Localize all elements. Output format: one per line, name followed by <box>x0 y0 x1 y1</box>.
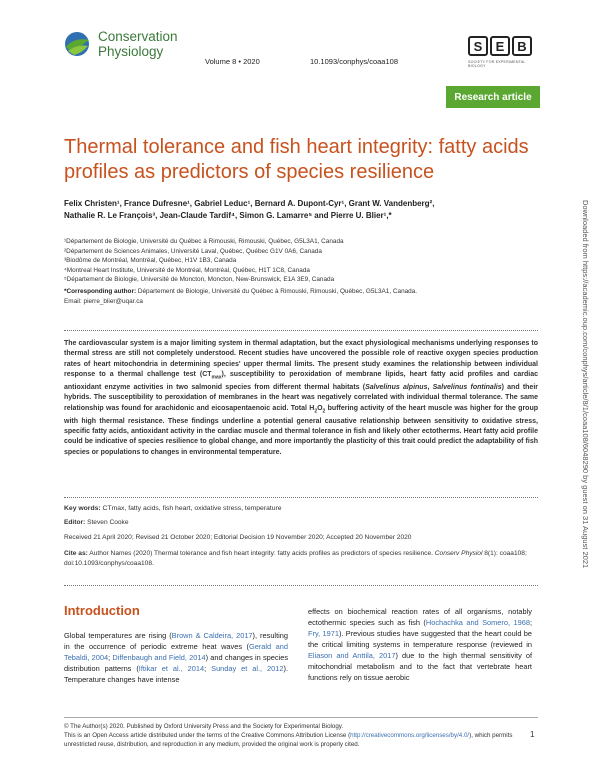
footer-divider <box>64 717 538 718</box>
author-list <box>64 198 534 222</box>
reference-link[interactable]: Eliason and Anttila, 2017 <box>308 651 396 660</box>
intro-left-column: Global temperatures are rising (Brown & Caldeira, 2017), resulting in the occurrence of periodic extreme heat waves (Gerald and Tebaldi, 2004; Diffenbaugh and Field, 2014) and changes in species distribution patterns (Iftikar et al., 2014; Sunday et al., 2012). Temperature changes have intense <box>64 631 289 684</box>
society-subtitle: SOCIETY FOR EXPERIMENTAL BIOLOGY <box>468 60 526 68</box>
license-link[interactable]: http://creativecommons.org/licenses/by/4.0/ <box>350 732 470 739</box>
affiliation: ²Département de Sciences Animales, Université Laval, Québec, Québec G1V 0A6, Canada <box>64 247 322 255</box>
editor: Editor: Steven Cooke <box>64 519 129 526</box>
reference-link[interactable]: Brown & Caldeira, 2017 <box>171 631 253 640</box>
authors-line: Felix Christen¹, France Dufresne¹, Gabriel Leduc¹, Bernard A. Dupont-Cyr¹, Grant W. Vandenberg², <box>64 199 435 208</box>
page-number: 1 <box>530 730 535 739</box>
divider <box>64 497 538 498</box>
affiliation: ³Biodôme de Montréal, Montréal, Québec, H1V 1B3, Canada <box>64 257 237 265</box>
doi[interactable]: 10.1093/conphys/coaa108 <box>310 57 398 66</box>
affiliation: ⁴Montreal Heart Institute, Université de Montréal, Montréal, Québec, H1T 1C8, Canada <box>64 266 310 274</box>
abstract: The cardiovascular system is a major limiting system in thermal adaptation, but the exact physiological mechanisms underlying responses to thermal stress are still not completely understood. Recent studies have uncovered the possible role of reactive oxygen species production rates of heart mitochondria in determining species' upper thermal limits. The present study examines the relationship between individual response to a thermal challenge test $(CT_{max})$, susceptibility to peroxidation of membrane lipids, heart fatty acid profiles and cardiac antioxidant enzyme activities in two salmonid species from different thermal habitats (Salvelinus alpinus, Salvelinus fontinalis) and their hybrids. The susceptibility to peroxidation of membranes in the heart was negatively correlated with individual thermal tolerance. The same relationship was found for arachidonic and eicosapentaenoic acid. Total $H_2O_2$ buffering activity of the heart muscle was higher for the group with high thermal resistance. These findings underline a potential general causative relationship between sensitivity to oxidative stress, specific fatty acids, antioxidant activity in the cardiac muscle and thermal tolerance in fish and likely other ectotherms. Heart fatty acid profile could be indicative of species resilience to global change, and more importantly the plasticity of this trait could predict the adaptability of fish species or populations to changes in environmental temperature. <box>64 340 539 456</box>
article-dates: Received 21 April 2020; Revised 21 October 2020; Editorial Decision 19 November 2020; Accepted 20 November 2020 <box>64 534 412 541</box>
article-title: Thermal tolerance and fish heart integrity: fatty acids profiles as predictors of species resilience <box>64 136 529 183</box>
corresponding-label: *Corresponding author: <box>64 288 137 295</box>
article-type-badge: Research article <box>446 86 540 108</box>
citation: Cite as: Author Names (2020) Thermal tolerance and fish heart integrity: fatty acids profiles as predictors of species resilience. Conserv Physiol 8(1): coaa108; doi:10.1093/conphys/coaa108. <box>64 550 527 567</box>
affiliation: ¹Département de Biologie, Université du Québec à Rimouski, Rimouski, Québec, G5L3A1, Canada <box>64 238 344 245</box>
society-letter: S <box>468 36 488 56</box>
reference-link[interactable]: Fry, 1971 <box>308 629 339 638</box>
intro-right-column: effects on biochemical reaction rates of all organisms, notably ectothermic species such as fish (Hochachka and Somero, 1968; Fry, 1971). Previous studies have suggested that the heart could be the critical limiting systems in temperature response (reviewed in Eliason and Anttila, 2017) due to the high thermal sensitivity of mitochondrial metabolism and to the fact that vertebrate heart functions rely on tissue aerobic <box>308 607 533 682</box>
reference-link[interactable]: Gerald and Tebaldi, 2004 <box>64 642 288 662</box>
affiliation: ⁵Département de Biologie, Université de Moncton, Moncton, New-Brunswick, E1A 3E9, Canada <box>64 276 335 284</box>
affiliations <box>64 237 534 285</box>
reference-link[interactable]: Sunday et al., 2012 <box>211 664 284 673</box>
society-logo[interactable] <box>468 36 532 56</box>
corresponding-author <box>64 287 534 306</box>
journal-logo-icon <box>64 31 92 57</box>
journal-name: Conservation Physiology <box>98 29 178 59</box>
reference-link[interactable]: Hochachka and Somero, 1968 <box>425 618 530 627</box>
divider <box>64 585 538 586</box>
download-watermark: Downloaded from https://academic.oup.com/conphys/article/8/1/coaa108/6048290 by guest on 31 August 2021 <box>581 200 590 569</box>
society-letter: E <box>490 36 510 56</box>
copyright-footer: © The Author(s) 2020. Published by Oxford University Press and the Society for Experimental Biology. This is an Open Access article distributed under the terms of the Creative Commons Attribution License (http://creativecommons.org/licenses/by/4.0/), which permits unrestricted reuse, distribution, and reproduction in any medium, provided the original work is properly cited. <box>64 723 513 748</box>
reference-link[interactable]: Diffenbaugh and Field, 2014 <box>112 653 206 662</box>
journal-logo[interactable] <box>64 27 214 67</box>
corresponding-address: Département de Biologie, Université du Québec à Rimouski, Rimouski, Québec, G5L3A1, Canada. <box>137 288 418 295</box>
keywords: Key words: CTmax, fatty acids, fish heart, oxidative stress, temperature <box>64 505 282 512</box>
introduction-heading: Introduction <box>64 603 140 618</box>
volume-info: Volume 8 • 2020 <box>205 57 260 66</box>
corresponding-email[interactable]: Email: pierre_blier@uqar.ca <box>64 297 143 305</box>
reference-link[interactable]: Iftikar et al., 2014 <box>138 664 205 673</box>
divider <box>64 330 538 331</box>
society-letter: B <box>512 36 532 56</box>
authors-line: Nathalie R. Le François³, Jean-Claude Tardif⁴, Simon G. Lamarre⁵ and Pierre U. Blier¹,* <box>64 211 392 220</box>
